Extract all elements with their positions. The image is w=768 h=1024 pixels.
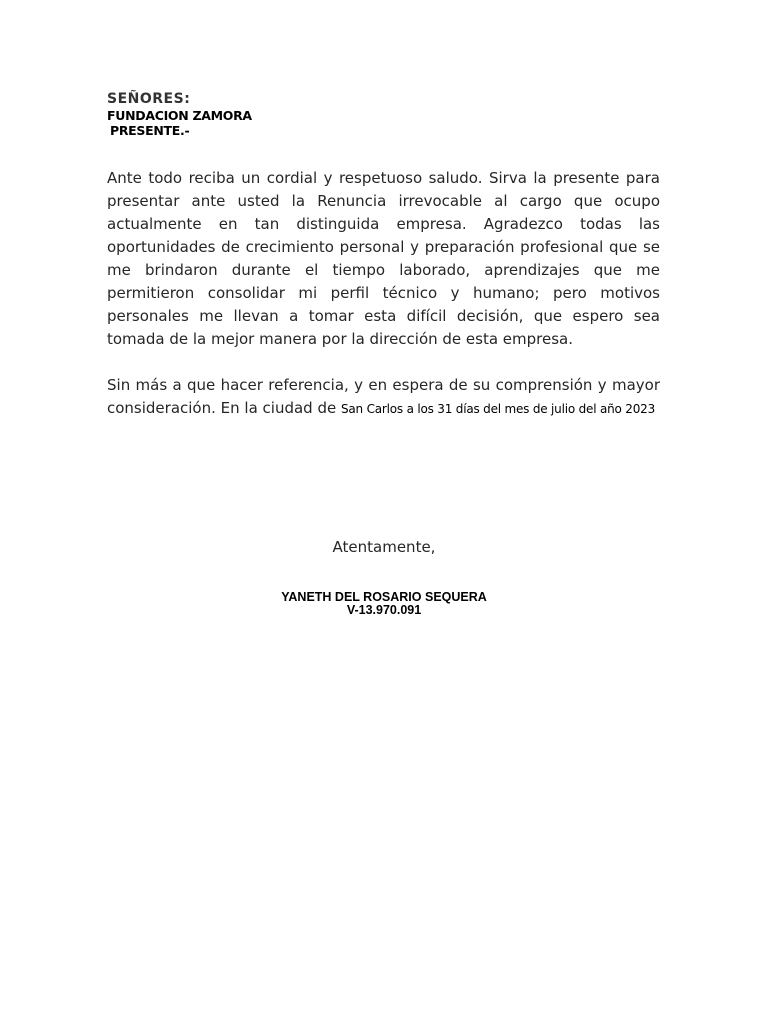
paragraph-main: Ante todo reciba un cordial y respetuoso saludo. Sirva la presente para presentar ante usted la Renuncia irrevocable al cargo que ocupo actualmente en tan distinguida empresa. Agradezco todas las oportunidades de crecimiento personal y preparación profesional que se me brindaron durante el tiempo laborado, aprendizajes que me permitieron consolidar mi perfil técnico y humano; pero motivos personales me llevan a tomar esta difícil decisión, que espero sea tomada de la mejor manera por la dirección de esta empresa. [107, 169, 660, 348]
recipient-organization: FUNDACION ZAMORA [107, 108, 252, 123]
salutation: SEÑORES: [107, 91, 191, 107]
paragraph-closing-lead: Sin más a que hacer referencia, y en espera de su comprensión y mayor consideración. En la ciudad de [107, 376, 660, 417]
signature-block [0, 591, 768, 617]
paragraph-closing-statement [107, 374, 660, 421]
place-and-date: San Carlos a los 31 días del mes de julio del año 2023 [340, 402, 656, 416]
recipient-presente: PRESENTE.- [110, 123, 190, 138]
signer-name: YANETH DEL ROSARIO SEQUERA [281, 590, 487, 604]
closing-phrase: Atentamente, [332, 538, 436, 556]
letter-body [107, 90, 660, 417]
signer-id: V-13.970.091 [346, 603, 422, 617]
